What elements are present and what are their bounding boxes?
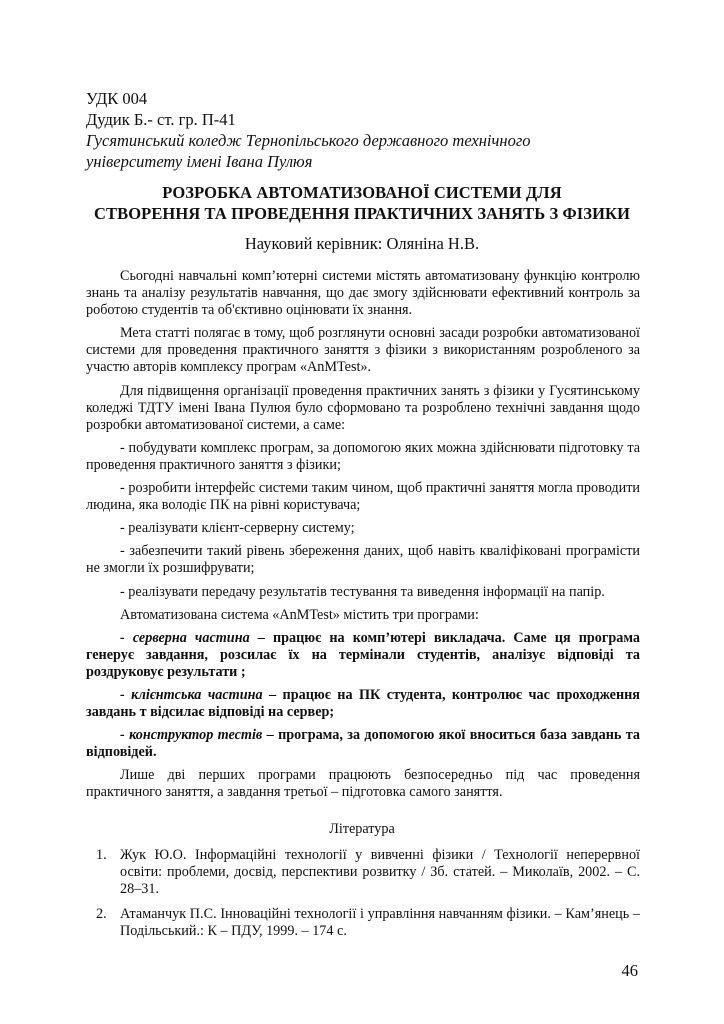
program-term-constructor: - конструктор тестів bbox=[120, 727, 263, 744]
reference-item bbox=[96, 906, 640, 940]
article-title bbox=[70, 182, 654, 224]
reference-text: Жук Ю.О. Інформаційні технології у вивченні фізики / Технології неперервної освіти: проблеми, досвід, перспективи розвитку / Зб. статей. – Миколаїв, 2002. – С. 28–31. bbox=[120, 847, 640, 898]
affiliation-line-1: Гусятинський коледж Тернопільського державного технічного bbox=[86, 131, 531, 150]
program-item-client bbox=[86, 687, 640, 721]
program-term-client: - клієнтська частина bbox=[120, 686, 263, 703]
literature-heading: Література bbox=[329, 821, 395, 837]
paragraph-aim: Мета статті полягає в тому, щоб розглянути основні засади розробки автоматизованої системи для проведення практичного заняття з фізики з використанням розробленого за участю авторів комплексу програм «AnMTest». bbox=[86, 325, 640, 376]
program-desc-client: – працює на ПК студента, контролює час проходження завдань т відсилає відповіді на сервер; bbox=[86, 686, 640, 721]
program-item-server bbox=[86, 630, 640, 681]
author-line: Дудик Б.- ст. гр. П-41 bbox=[86, 110, 236, 129]
paragraph-intro: Сьогодні навчальні комп’ютерні системи містять автоматизовану функцію контролю знань та аналізу результатів навчання, що дає змогу здійснювати ефективний контроль за роботою студентів та об'єктивно оцінювати їх знання. bbox=[86, 268, 640, 319]
program-item-constructor bbox=[86, 727, 640, 761]
article-header bbox=[86, 88, 646, 172]
title-line-2: СТВОРЕННЯ ТА ПРОВЕДЕННЯ ПРАКТИЧНИХ ЗАНЯТЬ З ФІЗИКИ bbox=[93, 204, 631, 223]
title-line-1: РОЗРОБКА АВТОМАТИЗОВАНОЇ СИСТЕМИ ДЛЯ bbox=[162, 183, 562, 202]
program-desc-constructor: – програма, за допомогою якої вноситься база завдань та відповідей. bbox=[86, 727, 640, 761]
article-body bbox=[86, 268, 640, 808]
page-number: 46 bbox=[621, 961, 638, 980]
paragraph-conclusion: Лише дві перших програми працюють безпосередньо під час проведення практичного заняття, а завдання третьої – підготовка самого заняття. bbox=[86, 767, 640, 801]
task-item-1: - побудувати комплекс програм, за допомогою яких можна здійснювати підготовку та проведення практичного заняття з фізики; bbox=[86, 439, 640, 473]
paragraph-tasks: Для підвищення організації проведення практичних занять з фізики у Гусятинському коледжі ТДТУ імені Івана Пулюя було сформовано та розроблено технічні завдання щодо розробки автоматизованої системи, а саме: bbox=[86, 382, 640, 433]
reference-list bbox=[96, 847, 640, 948]
program-term-server: - серверна частина bbox=[120, 629, 250, 646]
paragraph-programs: Автоматизована система «AnMTest» містить три програми: bbox=[120, 606, 479, 623]
reference-item bbox=[96, 847, 640, 898]
udk-code: УДК 004 bbox=[86, 89, 148, 108]
reference-text: Атаманчук П.С. Інноваційні технології і управління навчанням фізики. – Кам’янець – Подільський.: К – ПДУ, 1999. – 174 с. bbox=[120, 906, 640, 940]
program-desc-server: – працює на комп’ютері викладача. Саме ця програма генерує завдання, розсилає їх на термінали студентів, аналізує відповіді та роздруковує результати ; bbox=[86, 629, 640, 680]
task-item-5: - реалізувати передачу результатів тестування та виведення інформації на папір. bbox=[120, 583, 605, 600]
supervisor-line: Науковий керівник: Оляніна Н.В. bbox=[244, 234, 480, 253]
reference-number: 2. bbox=[96, 906, 107, 923]
reference-number: 1. bbox=[96, 847, 107, 863]
task-item-3: - реалізувати клієнт-серверну систему; bbox=[120, 520, 355, 537]
task-item-2: - розробити інтерфейс системи таким чином, щоб практичні заняття могла проводити людина, яка володіє ПК на рівні користувача; bbox=[86, 480, 640, 514]
affiliation-line-2: університету імені Івана Пулюя bbox=[86, 152, 313, 171]
task-item-4: - забезпечити такий рівень збереження даних, щоб навіть кваліфіковані програмісти не змогли їх розшифрувати; bbox=[86, 543, 640, 577]
